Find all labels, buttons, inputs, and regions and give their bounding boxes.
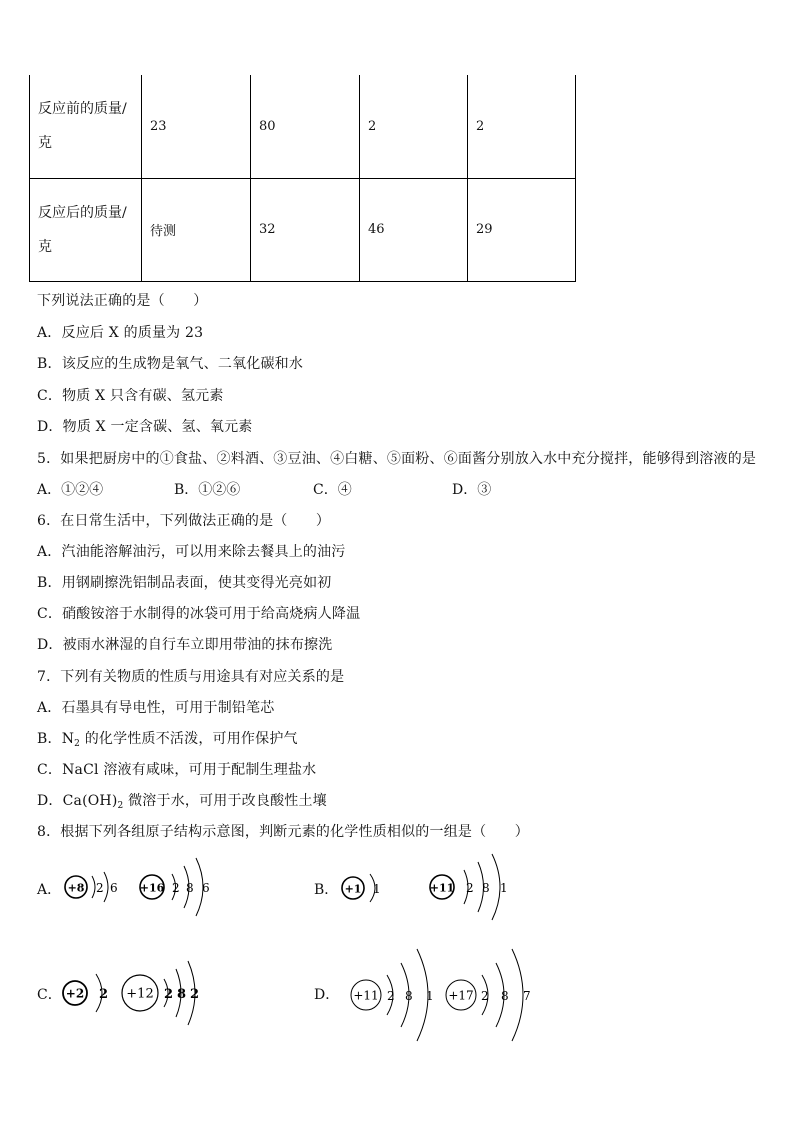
svg-text:2: 2 [164, 987, 174, 1002]
atom-diagram-a2 [136, 850, 226, 924]
svg-text:+11: +11 [353, 988, 379, 1003]
q5-option-c: C．④ [313, 482, 352, 498]
q8-option-b-label: B． [314, 882, 339, 898]
svg-text:8: 8 [177, 987, 187, 1002]
q4-option-d: D．物质 X 一定含碳、氢、氧元素 [37, 419, 253, 435]
svg-text:2: 2 [481, 989, 489, 1003]
q8-option-c-label: C． [37, 987, 62, 1003]
q7-option-b: B．$N_2$ 的化学性质不活泼，可用作保护气 [37, 731, 298, 749]
svg-text:+11: +11 [429, 881, 455, 895]
svg-text:2: 2 [387, 989, 395, 1003]
q5-option-a: A．①②④ [37, 482, 104, 498]
svg-text:7: 7 [523, 989, 531, 1003]
svg-text:+8: +8 [67, 881, 85, 895]
q8-option-d-label: D． [314, 987, 340, 1003]
atom-diagram-a1 [60, 860, 130, 914]
table-cell: 23 [142, 75, 251, 178]
atom-diagram-b1 [338, 862, 398, 914]
atom-diagram-d2 [444, 945, 544, 1041]
q5-option-d: D．③ [452, 482, 492, 498]
table-row [30, 178, 576, 281]
svg-text:2: 2 [172, 881, 180, 895]
svg-text:6: 6 [202, 881, 210, 895]
table-cell: 32 [251, 178, 360, 281]
q8-stem: 8．根据下列各组原子结构示意图，判断元素的化学性质相似的一组是（ ） [37, 824, 529, 840]
q6-option-d: D．被雨水淋湿的自行车立即用带油的抹布擦洗 [37, 637, 333, 653]
q8-option-a-label: A． [37, 882, 62, 898]
table-cell: 2 [360, 75, 468, 178]
svg-text:8: 8 [186, 881, 194, 895]
svg-text:1: 1 [426, 989, 434, 1003]
table-row-label: 反应后的质量/ 克 [30, 178, 142, 281]
svg-text:8: 8 [501, 989, 509, 1003]
atom-diagram-b2 [426, 848, 526, 926]
q6-option-b: B．用钢刷擦洗铝制品表面，使其变得光亮如初 [37, 575, 332, 591]
q4-option-b: B．该反应的生成物是氧气、二氧化碳和水 [37, 356, 304, 372]
table-cell: 29 [468, 178, 576, 281]
svg-text:2: 2 [466, 881, 474, 895]
q4-stem: 下列说法正确的是（ ） [37, 293, 208, 309]
svg-text:+17: +17 [448, 988, 474, 1003]
svg-text:2: 2 [190, 987, 200, 1002]
q7-option-d: D．$Ca(OH)_2$ 微溶于水，可用于改良酸性土壤 [37, 793, 327, 811]
svg-text:+12: +12 [126, 986, 154, 1002]
svg-text:8: 8 [405, 989, 413, 1003]
q5-option-b: B．①②⑥ [174, 482, 241, 498]
table-cell: 2 [468, 75, 576, 178]
atom-diagram-d1 [345, 945, 445, 1041]
svg-text:+2: +2 [65, 986, 85, 1001]
table-cell: 80 [251, 75, 360, 178]
q5-stem: 5．如果把厨房中的①食盐、②料酒、③豆油、④白糖、⑤面粉、⑥面酱分别放入水中充分搅拌，能够得到溶液的是 [37, 451, 757, 467]
table-cell: 待测 [142, 178, 251, 281]
q4-option-c: C．物质 X 只含有碳、氢元素 [37, 388, 224, 404]
atom-diagram-c1 [60, 960, 120, 1026]
table-row [30, 75, 576, 178]
svg-text:2: 2 [96, 881, 104, 895]
q6-stem: 6．在日常生活中，下列做法正确的是（ ） [37, 513, 331, 529]
svg-text:1: 1 [500, 881, 508, 895]
q7-option-c: C．NaCl 溶液有咸味，可用于配制生理盐水 [37, 762, 317, 778]
atom-diagram-c2 [120, 955, 215, 1033]
q7-option-a: A．石墨具有导电性，可用于制铅笔芯 [37, 700, 275, 716]
data-table [29, 75, 576, 282]
svg-text:1: 1 [373, 882, 381, 896]
svg-text:6: 6 [110, 881, 118, 895]
q4-option-a: A．反应后 X 的质量为 23 [37, 325, 204, 341]
table-row-label: 反应前的质量/ 克 [30, 75, 142, 178]
svg-text:8: 8 [482, 881, 490, 895]
svg-text:+1: +1 [344, 882, 362, 896]
q7-stem: 7．下列有关物质的性质与用途具有对应关系的是 [37, 669, 345, 685]
table-cell: 46 [360, 178, 468, 281]
q6-option-c: C．硝酸铵溶于水制得的冰袋可用于给高烧病人降温 [37, 606, 361, 622]
svg-text:+16: +16 [139, 881, 165, 895]
q6-option-a: A．汽油能溶解油污，可以用来除去餐具上的油污 [37, 544, 346, 560]
svg-text:2: 2 [99, 987, 109, 1002]
